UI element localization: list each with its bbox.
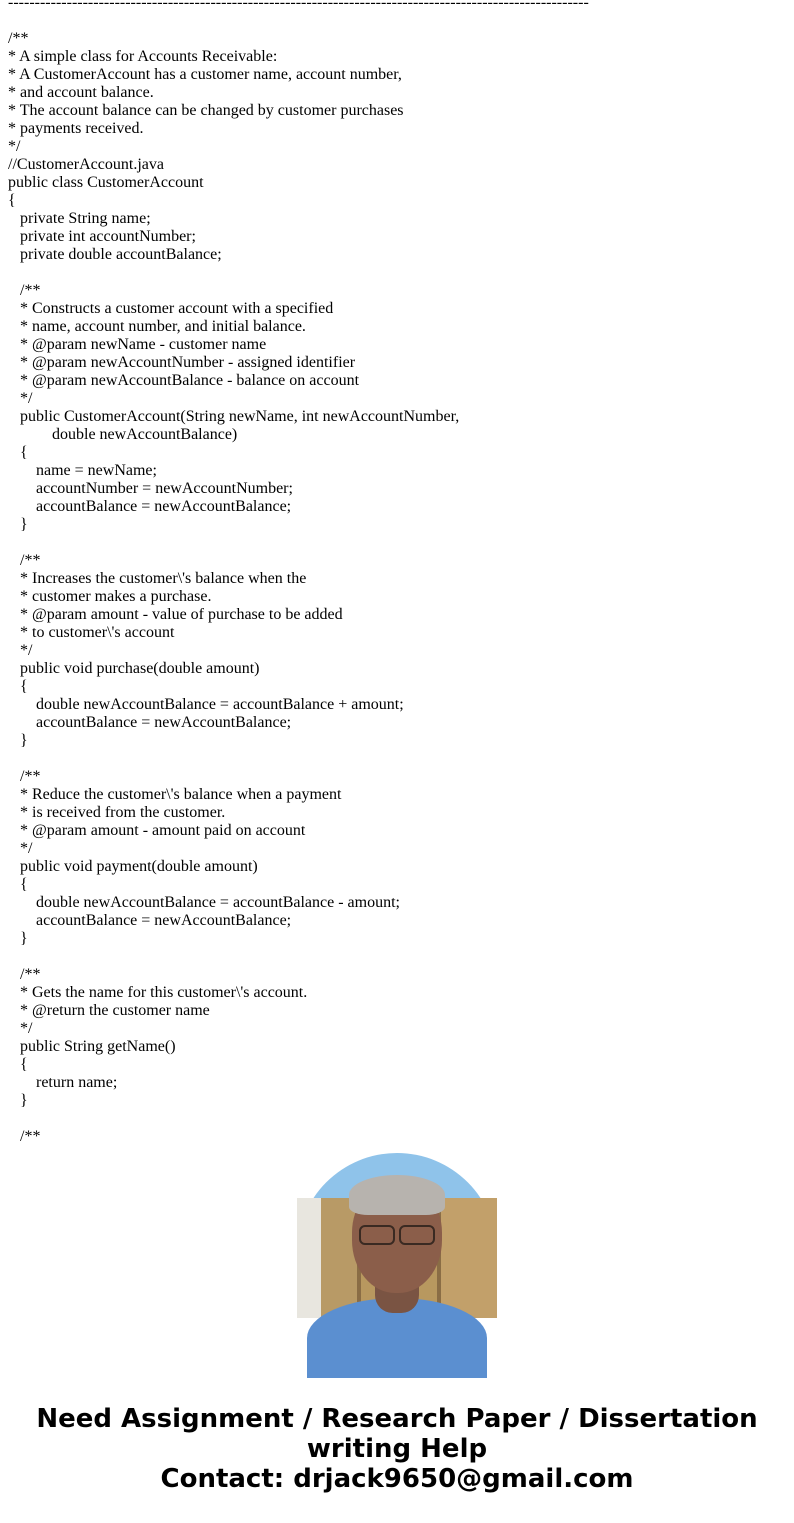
advert-line-2: writing Help: [306, 1434, 488, 1464]
code-line: * @return the customer name: [8, 1002, 210, 1019]
code-line: /**: [8, 30, 29, 47]
code-line: /**: [8, 282, 41, 299]
code-line: accountBalance = newAccountBalance;: [8, 498, 292, 515]
code-line: private double accountBalance;: [8, 246, 222, 263]
code-line: [8, 1110, 794, 1128]
code-line: */: [8, 1020, 33, 1037]
code-line: accountBalance = newAccountBalance;: [8, 912, 292, 929]
code-line: * A simple class for Accounts Receivable:: [8, 48, 278, 65]
code-line: {: [8, 1056, 28, 1073]
code-line: {: [8, 444, 28, 461]
code-line: name = newName;: [8, 462, 157, 479]
code-line: * name, account number, and initial balance.: [8, 318, 306, 335]
code-line: */: [8, 390, 33, 407]
code-line: public CustomerAccount(String newName, int newAccountNumber,: [8, 408, 460, 425]
code-line: * A CustomerAccount has a customer name, account number,: [8, 66, 402, 83]
code-line: public void payment(double amount): [8, 858, 258, 875]
advert-text: [0, 1404, 794, 1494]
code-line: accountBalance = newAccountBalance;: [8, 714, 292, 731]
code-line: [8, 12, 794, 30]
code-line: /**: [8, 966, 41, 983]
code-line: }: [8, 1092, 28, 1109]
advert-line-1: Need Assignment / Research Paper / Dissertation: [36, 1404, 758, 1434]
code-line: }: [8, 516, 28, 533]
code-line: public class CustomerAccount: [8, 174, 204, 191]
code-line: * @param amount - amount paid on account: [8, 822, 306, 839]
code-listing: [8, 0, 794, 1145]
code-line: }: [8, 732, 28, 749]
code-line: /**: [8, 552, 41, 569]
code-line: public void purchase(double amount): [8, 660, 260, 677]
code-line: {: [8, 192, 16, 209]
code-line: * customer makes a purchase.: [8, 588, 212, 605]
code-line: [8, 264, 794, 282]
code-line: * @param newAccountBalance - balance on account: [8, 372, 360, 389]
code-line: //CustomerAccount.java: [8, 156, 164, 173]
code-line: {: [8, 876, 28, 893]
code-line: private String name;: [8, 210, 151, 227]
advert-line-3: Contact: drjack9650@gmail.com: [160, 1464, 634, 1494]
code-line: double newAccountBalance): [8, 426, 238, 443]
code-line: double newAccountBalance = accountBalance + amount;: [8, 696, 404, 713]
code-line: * Gets the name for this customer\'s account.: [8, 984, 308, 1001]
code-line: /**: [8, 768, 41, 785]
code-line: * @param amount - value of purchase to be added: [8, 606, 343, 623]
code-line: [8, 534, 794, 552]
photo-glasses: [359, 1225, 435, 1243]
code-line: public String getName(): [8, 1038, 176, 1055]
code-line: [8, 948, 794, 966]
code-line: accountNumber = newAccountNumber;: [8, 480, 293, 497]
code-line: }: [8, 930, 28, 947]
photo-hair: [349, 1175, 445, 1215]
code-line: * The account balance can be changed by customer purchases: [8, 102, 404, 119]
code-line: * is received from the customer.: [8, 804, 226, 821]
code-line: {: [8, 678, 28, 695]
code-line: * and account balance.: [8, 84, 154, 101]
code-line: private int accountNumber;: [8, 228, 196, 245]
code-line: -------------------------------------------------------------------------------------------------------------: [8, 0, 589, 11]
code-line: double newAccountBalance = accountBalance - amount;: [8, 894, 400, 911]
code-line: * @param newAccountNumber - assigned identifier: [8, 354, 356, 371]
code-line: /**: [8, 1128, 41, 1145]
code-line: * @param newName - customer name: [8, 336, 267, 353]
author-photo: [297, 1153, 497, 1353]
code-line: * Reduce the customer\'s balance when a payment: [8, 786, 342, 803]
code-line: * payments received.: [8, 120, 144, 137]
code-line: */: [8, 840, 33, 857]
code-line: return name;: [8, 1074, 118, 1091]
code-line: [8, 750, 794, 768]
code-line: * Increases the customer\'s balance when the: [8, 570, 307, 587]
code-line: * to customer\'s account: [8, 624, 175, 641]
code-line: */: [8, 642, 33, 659]
code-line: * Constructs a customer account with a specified: [8, 300, 334, 317]
code-line: */: [8, 138, 21, 155]
